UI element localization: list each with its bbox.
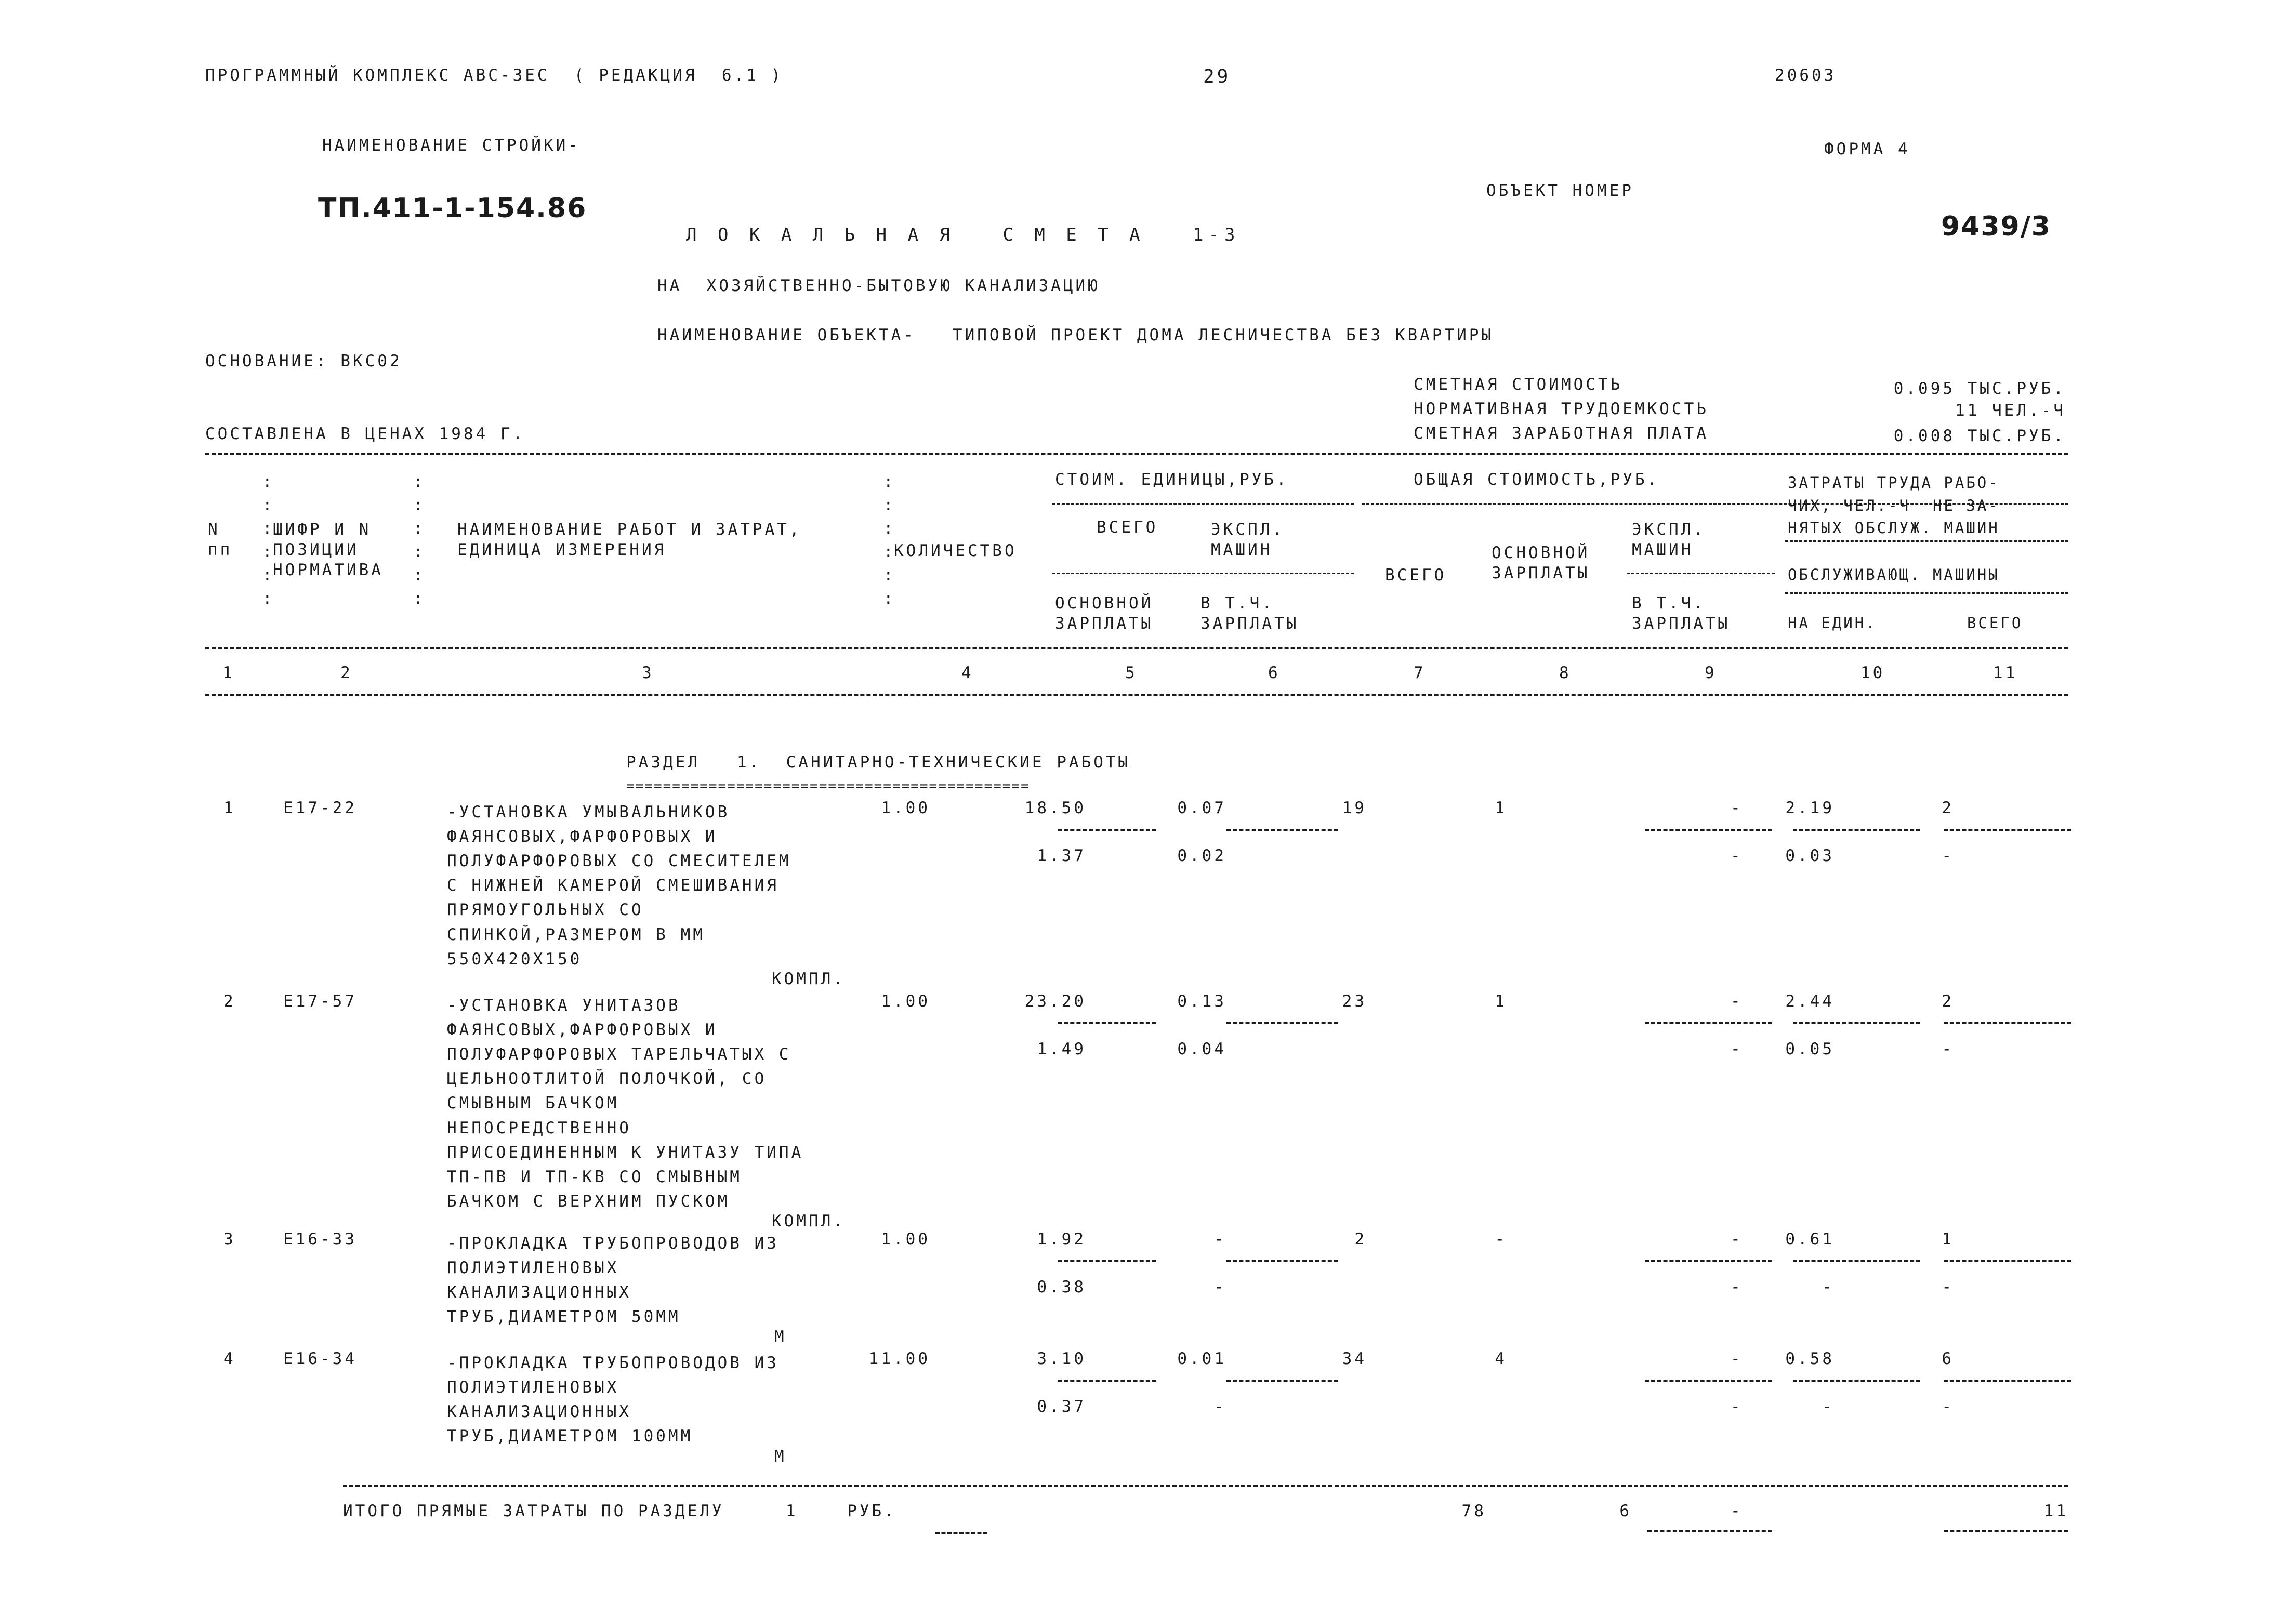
- row-quantity: 1.00: [881, 992, 930, 1011]
- row-unit-machines: 0.01: [1177, 1349, 1226, 1368]
- value-divider: [1226, 1260, 1338, 1262]
- row-work-name: -ПРОКЛАДКА ТРУБОПРОВОДОВ ИЗ ПОЛИЭТИЛЕНОВЫХ КАНАЛИЗАЦИОННЫХ ТРУБ,ДИАМЕТРОМ 50ММ: [447, 1234, 779, 1327]
- value-divider: [1645, 1260, 1772, 1262]
- value-divider: [1944, 829, 2071, 831]
- row-number: 3: [223, 1230, 236, 1249]
- row-unit-price: 3.10: [1037, 1349, 1086, 1368]
- value-divider: [1645, 1022, 1772, 1024]
- object-number-label: ОБЪЕКТ НОМЕР: [1486, 181, 1634, 200]
- header-labor-total: ВСЕГО: [1967, 614, 2023, 632]
- row-total-machines: -: [1731, 992, 1743, 1011]
- document-subtitle: НА ХОЗЯЙСТВЕННО-БЫТОВУЮ КАНАЛИЗАЦИЮ: [657, 276, 1100, 295]
- column-number-1: 1: [222, 664, 235, 682]
- row-labor-total: 6: [1942, 1349, 1954, 1368]
- column-number-8: 8: [1559, 664, 1572, 682]
- row-labor-per-unit: 0.58: [1785, 1349, 1835, 1368]
- row-unit-wage: 1.49: [1037, 1040, 1086, 1058]
- footer-labor-underline: [1944, 1530, 2068, 1532]
- row-unit-machine-wage: 0.04: [1177, 1040, 1226, 1058]
- footer-top-rule: [343, 1485, 2068, 1487]
- document-code: 20603: [1775, 66, 1837, 85]
- header-total-incl-wages: В Т.Ч. ЗАРПЛАТЫ: [1632, 594, 1731, 633]
- row-work-name: -УСТАНОВКА УМЫВАЛЬНИКОВ ФАЯНСОВЫХ,ФАРФОРОВЫХ И ПОЛУФАРФОРОВЫХ СО СМЕСИТЕЛЕМ С НИЖНЕЙ КАМЕРОЙ СМЕШИВАНИЯ ПРЯМОУГОЛЬНЫХ СО СПИНКОЙ,РАЗМЕРОМ В ММ 550Х420Х150: [447, 803, 791, 969]
- column-number-11: 11: [1993, 664, 2018, 682]
- summary-value-3: 0.008 ТЫС.РУБ.: [1893, 427, 2066, 445]
- row-work-name: -УСТАНОВКА УНИТАЗОВ ФАЯНСОВЫХ,ФАРФОРОВЫХ И ПОЛУФАРФОРОВЫХ ТАРЕЛЬЧАТЫХ С ЦЕЛЬНООТЛИТОЙ ПОЛОЧКОЙ, СО СМЫВНЫМ БАЧКОМ НЕПОСРЕДСТВЕННО ПРИСОЕДИНЕННЫМ К УНИТАЗУ ТИПА ТП-ПВ И ТП-КВ СО СМЫВНЫМ БАЧКОМ С ВЕРХНИМ ПУСКОМ: [447, 996, 804, 1211]
- header-colons: : : : : : :: [262, 472, 275, 608]
- header-colons-3: : : : : : :: [883, 472, 896, 608]
- numbers-bottom-rule: [205, 694, 2068, 696]
- footer-total-machines: -: [1731, 1502, 1743, 1520]
- object-number-handwritten: 9439/3: [1941, 211, 2051, 242]
- row-total: 34: [1342, 1349, 1367, 1368]
- header-total-basic-wages: ОСНОВНОЙ ЗАРПЛАТЫ: [1492, 544, 1590, 582]
- footer-labor-total: 11: [2043, 1502, 2068, 1520]
- value-divider: [1944, 1260, 2071, 1262]
- basis: ОСНОВАНИЕ: ВКС02: [205, 352, 402, 370]
- value-divider: [1645, 1380, 1772, 1382]
- value-divider: [1226, 1380, 1338, 1382]
- row-work-name: -ПРОКЛАДКА ТРУБОПРОВОДОВ ИЗ ПОЛИЭТИЛЕНОВЫХ КАНАЛИЗАЦИОННЫХ ТРУБ,ДИАМЕТРОМ 100ММ: [447, 1354, 779, 1446]
- row-unit-machine-wage: -: [1214, 1278, 1226, 1296]
- project-code-handwritten: ТП.411-1-154.86: [318, 193, 587, 224]
- row-total: 23: [1342, 992, 1367, 1011]
- summary-value-1: 0.095 ТЫС.РУБ.: [1893, 379, 2066, 398]
- construction-label: НАИМЕНОВАНИЕ СТРОЙКИ-: [322, 136, 580, 155]
- header-col-n: N пп: [208, 520, 233, 559]
- value-divider: [1058, 1260, 1156, 1262]
- header-unit-machines: ЭКСПЛ. МАШИН: [1211, 520, 1285, 559]
- footer-label: ИТОГО ПРЯМЫЕ ЗАТРАТЫ ПО РАЗДЕЛУ 1 РУБ.: [343, 1502, 896, 1520]
- value-divider: [1226, 1022, 1338, 1024]
- summary-value-2: 11 ЧЕЛ.-Ч: [1955, 401, 2066, 420]
- row-code: Е17-22: [283, 799, 357, 817]
- row-code: Е17-57: [283, 992, 357, 1011]
- row-labor-total: 2: [1942, 992, 1954, 1011]
- row-unit: КОМПЛ.: [772, 970, 846, 988]
- row-labor-total-2: -: [1942, 1397, 1954, 1416]
- row-total-machines: -: [1731, 1349, 1743, 1368]
- row-quantity: 11.00: [868, 1349, 930, 1368]
- row-labor-per-unit: 2.44: [1785, 992, 1835, 1011]
- row-labor-total-2: -: [1942, 846, 1954, 865]
- value-divider: [1793, 1260, 1920, 1262]
- row-code: Е16-34: [283, 1349, 357, 1368]
- value-divider: [1058, 1022, 1156, 1024]
- column-number-6: 6: [1268, 664, 1281, 682]
- column-number-9: 9: [1705, 664, 1717, 682]
- footer-rub-underline: [935, 1532, 987, 1534]
- value-divider: [1944, 1022, 2071, 1024]
- page-number: 29: [1203, 66, 1231, 87]
- value-divider: [1645, 829, 1772, 831]
- header-labor-per-unit: НА ЕДИН.: [1788, 614, 1877, 632]
- summary-label-3: СМЕТНАЯ ЗАРАБОТНАЯ ПЛАТА: [1414, 424, 1709, 443]
- row-unit: КОМПЛ.: [772, 1212, 846, 1230]
- row-number: 1: [223, 799, 236, 817]
- row-unit-machines: -: [1214, 1230, 1226, 1249]
- column-number-2: 2: [340, 664, 353, 682]
- header-col-code: ШИФР И N ПОЗИЦИИ НОРМАТИВА: [273, 520, 384, 579]
- row-total-wage: 4: [1495, 1349, 1507, 1368]
- object-name: НАИМЕНОВАНИЕ ОБЪЕКТА- ТИПОВОЙ ПРОЕКТ ДОМА ЛЕСНИЧЕСТВА БЕЗ КВАРТИРЫ: [657, 326, 1494, 345]
- row-labor-per-unit: 0.61: [1785, 1230, 1835, 1249]
- row-total-machine-wage: -: [1731, 1278, 1743, 1296]
- row-unit-machine-wage: -: [1214, 1397, 1226, 1416]
- row-labor-per-unit: 2.19: [1785, 799, 1835, 817]
- form-label: ФОРМА 4: [1824, 140, 1910, 158]
- summary-label-1: СМЕТНАЯ СТОИМОСТЬ: [1414, 375, 1623, 394]
- row-unit: М: [774, 1447, 787, 1466]
- row-total-machine-wage: -: [1731, 846, 1743, 865]
- row-unit-price: 18.50: [1024, 799, 1086, 817]
- header-unit-cost: СТОИМ. ЕДИНИЦЫ,РУБ.: [1055, 470, 1289, 489]
- row-labor-total: 1: [1942, 1230, 1954, 1249]
- column-number-7: 7: [1414, 664, 1426, 682]
- row-unit-machines: 0.07: [1177, 799, 1226, 817]
- row-unit: М: [774, 1328, 787, 1346]
- row-unit-wage: 1.37: [1037, 846, 1086, 865]
- column-number-5: 5: [1125, 664, 1138, 682]
- row-unit-machines: 0.13: [1177, 992, 1226, 1011]
- header-unit-incl-wages: В Т.Ч. ЗАРПЛАТЫ: [1200, 594, 1299, 633]
- header-sep-unit-2: [1052, 573, 1354, 574]
- header-sep-unit: [1052, 503, 1354, 505]
- row-code: Е16-33: [283, 1230, 357, 1249]
- row-total-machine-wage: -: [1731, 1397, 1743, 1416]
- header-colons-2: : : : : : :: [413, 472, 426, 608]
- row-labor-per-unit-2: -: [1822, 1278, 1835, 1296]
- row-total: 19: [1342, 799, 1367, 817]
- row-unit-wage: 0.37: [1037, 1397, 1086, 1416]
- row-unit-price: 1.92: [1037, 1230, 1086, 1249]
- section-underline: ============================================: [626, 778, 1030, 794]
- value-divider: [1793, 1022, 1920, 1024]
- row-labor-total-2: -: [1942, 1040, 1954, 1058]
- header-sep-total: [1362, 503, 2068, 505]
- row-total-machines: -: [1731, 1230, 1743, 1249]
- footer-total: 78: [1461, 1502, 1486, 1520]
- header-labor-service: ОБСЛУЖИВАЮЩ. МАШИНЫ: [1788, 566, 2000, 584]
- value-divider: [1944, 1380, 2071, 1382]
- value-divider: [1058, 1380, 1156, 1382]
- row-total-wage: -: [1495, 1230, 1507, 1249]
- footer-total-wage: 6: [1619, 1502, 1632, 1520]
- row-number: 2: [223, 992, 236, 1011]
- row-unit-machine-wage: 0.02: [1177, 846, 1226, 865]
- value-divider: [1793, 1380, 1920, 1382]
- header-sep-labor-2: [1785, 592, 2068, 594]
- row-labor-total-2: -: [1942, 1278, 1954, 1296]
- row-number: 4: [223, 1349, 236, 1368]
- row-total-machines: -: [1731, 799, 1743, 817]
- row-quantity: 1.00: [881, 1230, 930, 1249]
- header-labor: ЗАТРАТЫ ТРУДА РАБО- ЧИХ, ЧЕЛ.-Ч НЕ ЗА- НЯТЫХ ОБСЛУЖ. МАШИН: [1788, 474, 2000, 537]
- header-sep-labor-1: [1785, 540, 2068, 542]
- row-labor-per-unit-2: -: [1822, 1397, 1835, 1416]
- value-divider: [1226, 829, 1338, 831]
- row-labor-per-unit-2: 0.05: [1785, 1040, 1835, 1058]
- header-total-cost: ОБЩАЯ СТОИМОСТЬ,РУБ.: [1414, 470, 1660, 489]
- section-title: РАЗДЕЛ 1. САНИТАРНО-ТЕХНИЧЕСКИЕ РАБОТЫ: [626, 753, 1131, 772]
- header-bottom-rule: [205, 647, 2068, 649]
- row-total-machine-wage: -: [1731, 1040, 1743, 1058]
- header-unit-all: ВСЕГО: [1097, 518, 1158, 537]
- column-number-4: 4: [961, 664, 974, 682]
- header-total-machines: ЭКСПЛ. МАШИН: [1632, 520, 1706, 559]
- row-total: 2: [1354, 1230, 1367, 1249]
- row-unit-price: 23.20: [1024, 992, 1086, 1011]
- document-title: Л О К А Л Ь Н А Я С М Е Т А 1-3: [686, 224, 1241, 245]
- program-name: ПРОГРАММНЫЙ КОМПЛЕКС АВС-ЗЕС ( РЕДАКЦИЯ 6.1 ): [205, 66, 784, 85]
- column-number-3: 3: [642, 664, 654, 682]
- row-total-wage: 1: [1495, 799, 1507, 817]
- value-divider: [1793, 829, 1920, 831]
- table-top-rule: [205, 453, 2068, 455]
- row-total-wage: 1: [1495, 992, 1507, 1011]
- value-divider: [1058, 829, 1156, 831]
- column-number-10: 10: [1860, 664, 1885, 682]
- footer-machines-underline: [1647, 1530, 1772, 1532]
- row-quantity: 1.00: [881, 799, 930, 817]
- header-total-all: ВСЕГО: [1385, 566, 1447, 585]
- row-labor-per-unit-2: 0.03: [1785, 846, 1835, 865]
- row-labor-total: 2: [1942, 799, 1954, 817]
- row-unit-wage: 0.38: [1037, 1278, 1086, 1296]
- price-basis: СОСТАВЛЕНА В ЦЕНАХ 1984 Г.: [205, 425, 525, 443]
- summary-label-2: НОРМАТИВНАЯ ТРУДОЕМКОСТЬ: [1414, 400, 1709, 418]
- header-unit-basic-wages: ОСНОВНОЙ ЗАРПЛАТЫ: [1055, 594, 1154, 633]
- header-col-name: НАИМЕНОВАНИЕ РАБОТ И ЗАТРАТ, ЕДИНИЦА ИЗМЕРЕНИЯ: [457, 520, 802, 559]
- header-sep-total-2: [1627, 573, 1775, 574]
- header-col-qty: КОЛИЧЕСТВО: [894, 541, 1017, 560]
